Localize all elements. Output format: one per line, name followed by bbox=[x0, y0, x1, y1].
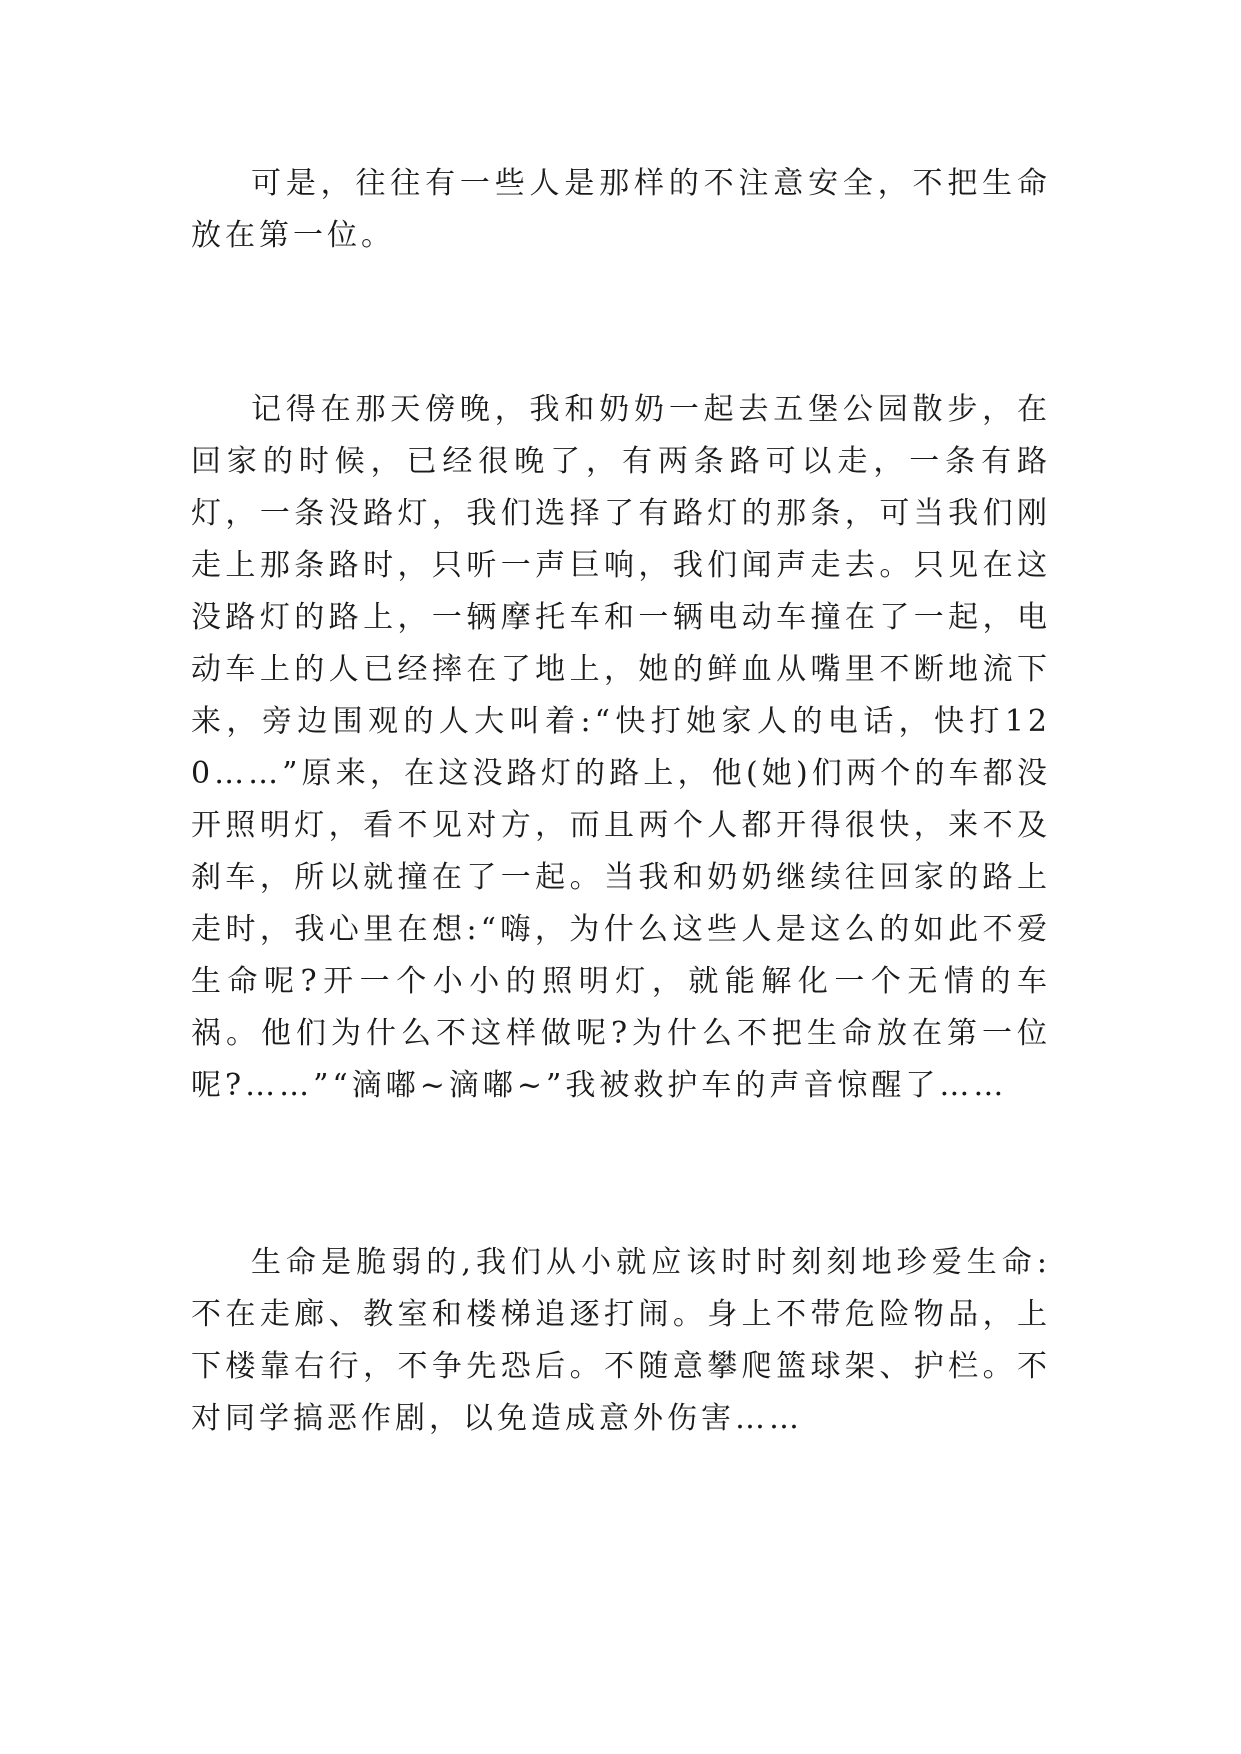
paragraph-2: 记得在那天傍晚，我和奶奶一起去五堡公园散步，在回家的时候，已经很晚了，有两条路可以走，一条有路灯，一条没路灯，我们选择了有路灯的那条，可当我们刚走上那条路时，只听一声巨响，我们闻声走去。只见在这没路灯的路上，一辆摩托车和一辆电动车撞在了一起，电动车上的人已经摔在了地上，她的鲜血从嘴里不断地流下来，旁边围观的人大叫着:“快打她家人的电话，快打120……”原来，在这没路灯的路上，他(她)们两个的车都没开照明灯，看不见对方，而且两个人都开得很快，来不及刹车，所以就撞在了一起。当我和奶奶继续往回家的路上走时，我心里在想:“嗨，为什么这些人是这么的如此不爱生命呢?开一个小小的照明灯，就能解化一个无情的车祸。他们为什么不这样做呢?为什么不把生命放在第一位呢?……”“滴嘟~滴嘟~”我被救护车的声音惊醒了…… bbox=[191, 392, 1051, 1103]
document-page bbox=[191, 158, 1051, 1445]
paragraph-1: 可是，往往有一些人是那样的不注意安全，不把生命放在第一位。 bbox=[191, 166, 1051, 253]
paragraph-3: 生命是脆弱的,我们从小就应该时时刻刻地珍爱生命:不在走廊、教室和楼梯追逐打闹。身上不带危险物品，上下楼靠右行，不争先恐后。不随意攀爬篮球架、护栏。不对同学搞恶作剧，以免造成意外伤害…… bbox=[191, 1245, 1051, 1436]
